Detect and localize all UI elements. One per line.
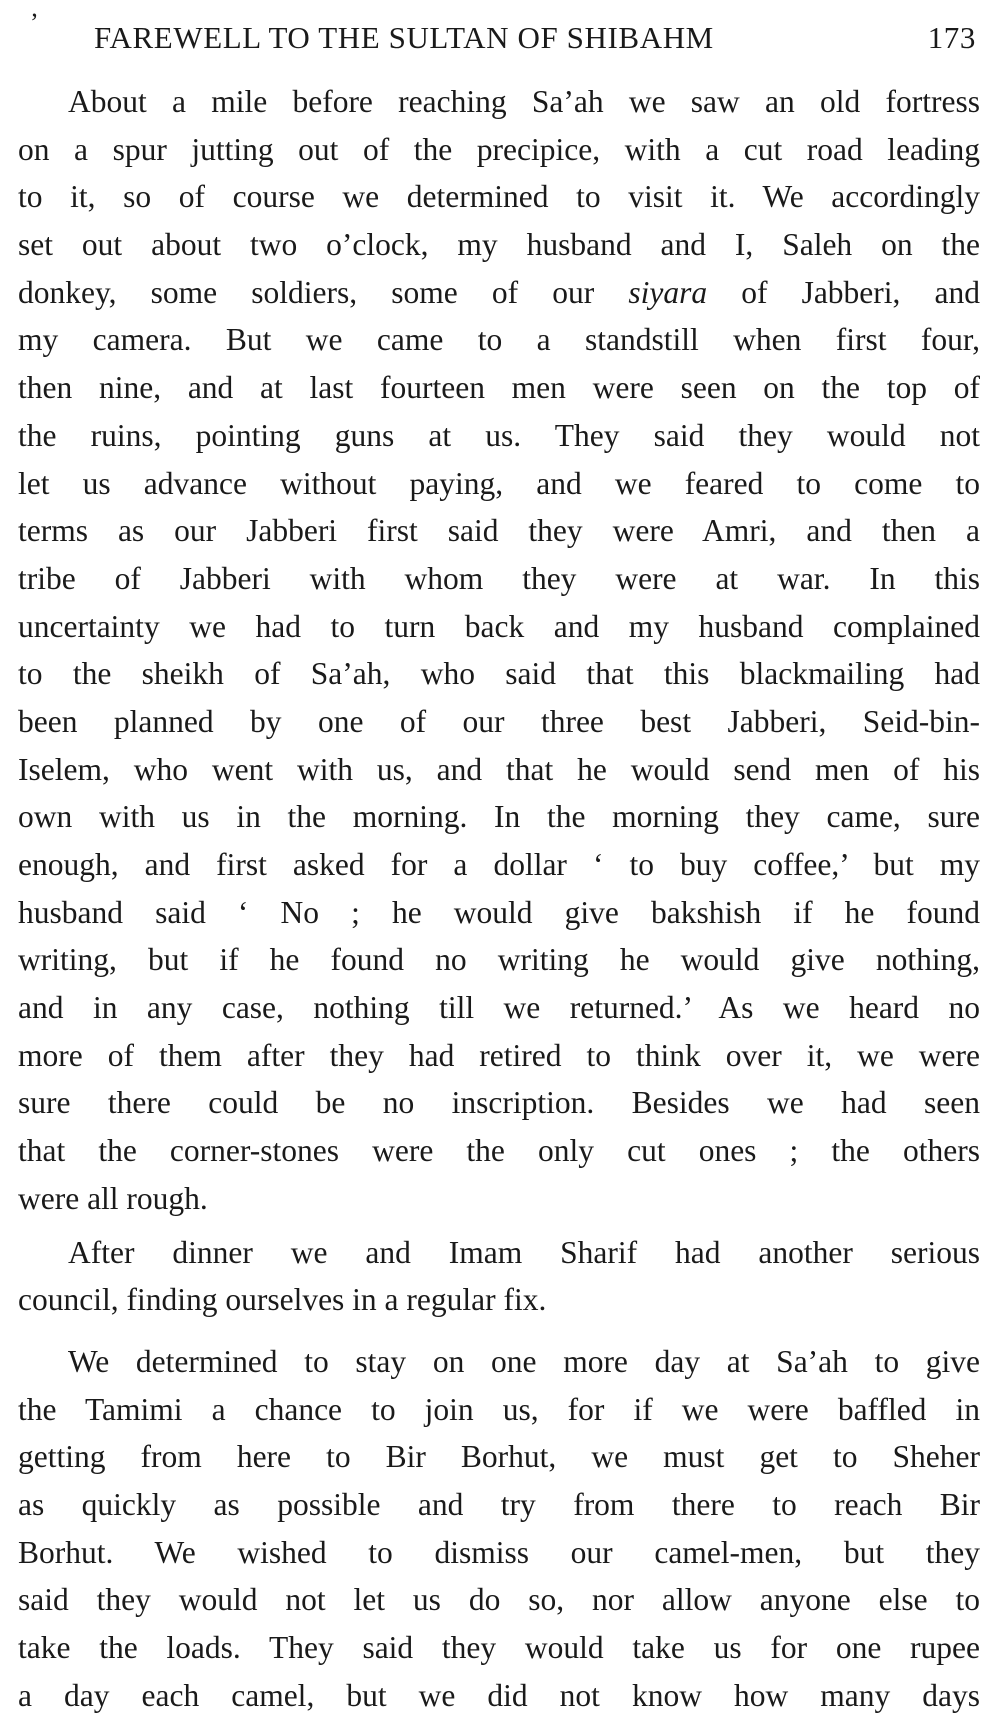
text-line	[18, 316, 980, 364]
text-line	[18, 1672, 980, 1719]
text-line	[18, 269, 980, 317]
text-run: writing, but if he found no writing he would give nothing,	[18, 942, 980, 978]
text-line	[18, 1338, 980, 1386]
page-number: 173	[927, 20, 976, 55]
text-run: and in any case, nothing till we returned.’ As we heard no	[18, 990, 980, 1026]
text-run: the ruins, pointing guns at us. They said they would not	[18, 417, 980, 453]
text-run: were all rough.	[18, 1180, 208, 1216]
text-line	[18, 1529, 980, 1577]
text-run: enough, and first asked for a dollar ‘ to buy coffee,’ but my	[18, 847, 980, 882]
text-line	[18, 1229, 980, 1277]
text-line	[18, 698, 980, 746]
text-run: sure there could be no inscription. Besides we had seen	[18, 1085, 980, 1121]
text-run: own with us in the morning. In the morning they came, sure	[18, 799, 980, 835]
text-line	[18, 555, 980, 603]
text-line	[18, 1433, 980, 1481]
text-run: set out about two o’clock, my husband and I, Saleh on the	[18, 227, 980, 263]
running-head-title: FAREWELL TO THE SULTAN OF SHIBAHM	[94, 20, 714, 55]
text-line	[18, 889, 980, 937]
text-line	[18, 1175, 980, 1223]
text-line	[18, 412, 980, 460]
text-run: my camera. But we came to a standstill when first four,	[18, 322, 980, 358]
text-run: more of them after they had retired to think over it, we were	[18, 1037, 980, 1073]
text-run: been planned by one of our three best Jabberi, Seid-bin-	[18, 703, 980, 739]
text-run: take the loads. They said they would take us for one rupee	[18, 1630, 980, 1665]
text-line	[18, 603, 980, 651]
body-text	[18, 78, 980, 1719]
text-run: donkey, some soldiers, some of our	[18, 274, 629, 310]
text-run: to the sheikh of Sa’ah, who said that this blackmailing had	[18, 656, 980, 692]
text-run: the Tamimi a chance to join us, for if we were baffled in	[18, 1391, 980, 1427]
text-run: About a mile before reaching Sa’ah we saw an old fortress	[68, 84, 980, 119]
text-line	[18, 460, 980, 508]
text-run: as quickly as possible and try from there to reach Bir	[18, 1486, 980, 1522]
text-line	[18, 1576, 980, 1624]
text-run: on a spur jutting out of the precipice, with a cut road leading	[18, 131, 980, 167]
text-line	[18, 841, 980, 889]
text-line	[18, 746, 980, 794]
text-run: uncertainty we had to turn back and my husband complained	[18, 608, 980, 644]
text-line	[18, 1127, 980, 1175]
text-run: Iselem, who went with us, and that he would send men of his	[18, 751, 980, 787]
text-run: husband said ‘ No ; he would give bakshish if he found	[18, 894, 980, 930]
text-run: to it, so of course we determined to visit it. We accordingly	[18, 179, 980, 215]
text-line	[18, 1624, 980, 1672]
text-line	[18, 1386, 980, 1434]
text-line	[18, 1079, 980, 1127]
text-run: Borhut. We wished to dismiss our camel-men, but they	[18, 1534, 980, 1570]
text-line	[18, 78, 980, 126]
text-line	[18, 1276, 980, 1324]
text-line	[18, 507, 980, 555]
text-line	[18, 126, 980, 174]
text-run: getting from here to Bir Borhut, we must get to Sheher	[18, 1439, 980, 1475]
text-run: tribe of Jabberi with whom they were at war. In this	[18, 560, 980, 596]
margin-mark: ’	[30, 8, 39, 37]
italic-term: siyara	[628, 274, 708, 310]
text-run: After dinner we and Imam Sharif had another serious	[68, 1234, 980, 1270]
text-run: a day each camel, but we did not know how many days	[18, 1677, 980, 1713]
text-run: We determined to stay on one more day at Sa’ah to give	[68, 1343, 980, 1379]
text-line	[18, 793, 980, 841]
text-line	[18, 364, 980, 412]
text-line	[18, 984, 980, 1032]
text-line	[18, 1481, 980, 1529]
text-line	[18, 650, 980, 698]
text-line	[18, 221, 980, 269]
text-run: of Jabberi, and	[707, 274, 981, 310]
text-run: said they would not let us do so, nor allow anyone else to	[18, 1582, 980, 1618]
text-run: council, finding ourselves in a regular fix.	[18, 1282, 547, 1318]
running-header	[58, 14, 978, 58]
text-line	[18, 936, 980, 984]
text-run: let us advance without paying, and we feared to come to	[18, 465, 980, 501]
text-run: that the corner-stones were the only cut ones ; the others	[18, 1133, 980, 1169]
text-line	[18, 1032, 980, 1080]
text-line	[18, 173, 980, 221]
text-run: terms as our Jabberi first said they were Amri, and then a	[18, 513, 980, 549]
text-run: then nine, and at last fourteen men were seen on the top of	[18, 370, 980, 406]
